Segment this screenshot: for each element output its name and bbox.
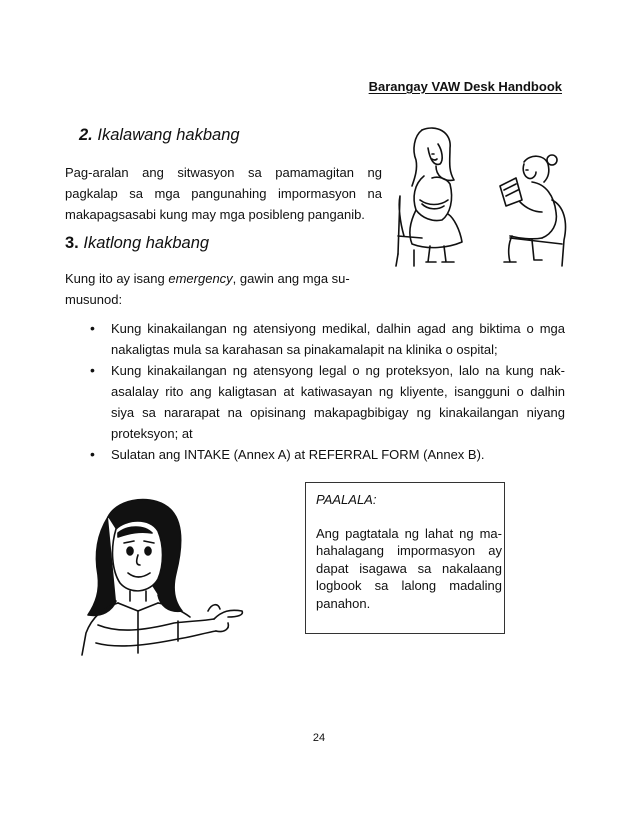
bullet-item (90, 318, 565, 360)
reminder-box (305, 482, 505, 634)
bullet-icon: • (90, 320, 95, 336)
bullet-line: proteksyon; at (111, 426, 193, 441)
bullet-line: Kung kinakailangan ng atensiyong medikal, dalhin agad ang biktima o mga (111, 321, 565, 336)
page-number: 24 (312, 732, 326, 744)
reminder-title: PAALALA: (316, 492, 377, 507)
step2-title: Ikalawang hakbang (97, 126, 240, 144)
bullet-line: Kung kinakailangan ng atensyong legal o ng proteksyon, lalo na kung nak- (111, 363, 565, 378)
reminder-line: panahon. (316, 595, 371, 611)
bullet-icon: • (90, 362, 95, 378)
bullet-line: siya sa nararapat na opisinang makapagbibigay ng kinakailangan niyang (111, 405, 565, 420)
bullet-line: asalalay rito ang kaligtasan at katiwasayan ng kliyente, isangguni o dalhin (111, 384, 565, 399)
bullet-item (90, 444, 565, 465)
girl-pointing-illustration (78, 493, 246, 657)
step2-number: 2. (79, 126, 93, 144)
reminder-line: dapat isagawa sa nakalaang (316, 560, 502, 576)
intro-text: Kung ito ay isang (65, 271, 169, 286)
bullet-line: nakaligtas mula sa karahasan sa pinakamalapit na klinika o ospital; (111, 342, 498, 357)
step3-intro (65, 268, 365, 310)
step3-intro-line: musunod: (65, 292, 123, 307)
step3-number: 3. (65, 234, 79, 252)
step3-heading (65, 234, 209, 253)
two-women-interview-illustration (392, 126, 570, 268)
step3-bullet-list (90, 318, 565, 465)
bullet-item (90, 360, 565, 444)
step2-paragraph (65, 162, 382, 225)
reminder-line: Ang pagtatala ng lahat ng ma- (316, 525, 502, 541)
bullet-icon: • (90, 446, 95, 462)
intro-emphasis: emergency (168, 271, 233, 286)
reminder-line: logbook sa lalong madaling (316, 578, 502, 593)
step3-intro-line (65, 268, 365, 289)
page-header: Barangay VAW Desk Handbook (368, 79, 562, 94)
step2-line: pagkalap sa mga pangunahing impormasyon na (65, 186, 382, 201)
reminder-line: hahalagang impormasyon ay (316, 543, 502, 558)
bullet-line: Sulatan ang INTAKE (Annex A) at REFERRAL FORM (Annex B). (111, 447, 485, 462)
step2-line: Pag-aralan ang sitwasyon sa pamamagitan ng (65, 165, 382, 180)
intro-text: , gawin ang mga su- (232, 271, 350, 286)
step3-title: Ikatlong hakbang (83, 234, 210, 252)
step2-heading (79, 126, 240, 145)
step2-line: makapagsasabi kung may mga posibleng panganib. (65, 207, 365, 222)
